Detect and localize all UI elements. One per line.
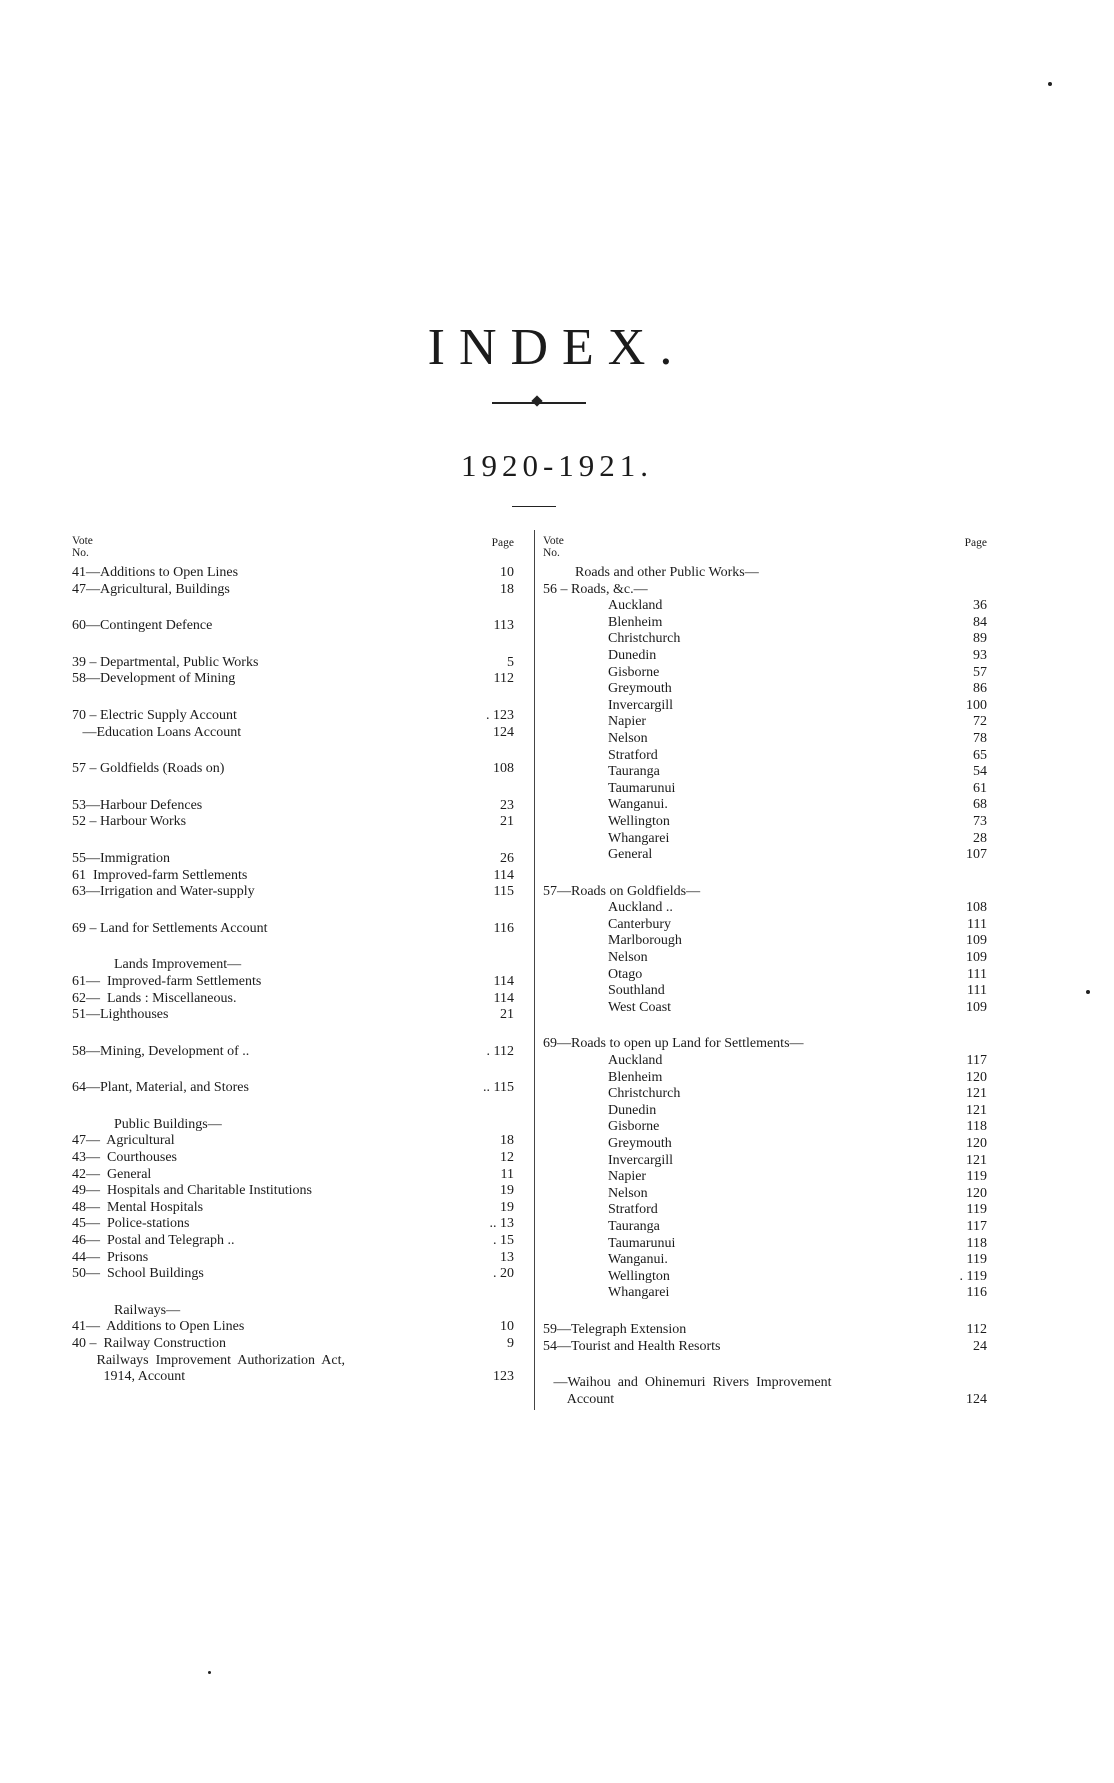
entry-title: Dunedin bbox=[608, 1102, 657, 1118]
entry-spacer bbox=[72, 1283, 514, 1303]
entry-title: Christchurch bbox=[608, 1086, 681, 1102]
entry-title: 60—Contingent Defence bbox=[72, 618, 213, 634]
entry-title: 63—Irrigation and Water-supply bbox=[72, 884, 255, 900]
entry-title: Tauranga bbox=[608, 1218, 660, 1234]
entry-spacer bbox=[543, 1302, 987, 1322]
index-entry bbox=[72, 1250, 514, 1267]
index-entry bbox=[72, 1133, 514, 1150]
entry-spacer bbox=[72, 937, 514, 957]
index-entry bbox=[72, 1167, 514, 1184]
entry-page-number: 10 bbox=[500, 1319, 514, 1335]
entry-page-number: 112 bbox=[493, 671, 514, 687]
entry-title: Railways Improvement Authorization Act, bbox=[72, 1352, 345, 1368]
entry-title: —Waihou and Ohinemuri Rivers Improvement bbox=[543, 1375, 832, 1391]
index-entry bbox=[543, 1136, 987, 1153]
entry-page-number: 108 bbox=[966, 900, 987, 916]
index-entry bbox=[72, 708, 514, 725]
index-entry bbox=[543, 1053, 987, 1070]
index-entry bbox=[543, 1392, 987, 1409]
index-entry bbox=[72, 761, 514, 778]
index-entry bbox=[543, 831, 987, 848]
entry-title: —Education Loans Account bbox=[72, 724, 242, 740]
entry-page-number: . 112 bbox=[486, 1043, 514, 1059]
entry-title: 47—Agricultural, Buildings bbox=[72, 581, 230, 597]
entry-page-number: 100 bbox=[966, 697, 987, 713]
index-entry bbox=[543, 1339, 987, 1356]
entry-page-number: 111 bbox=[967, 916, 987, 932]
index-entry bbox=[543, 764, 987, 781]
column-divider bbox=[534, 530, 535, 1410]
entry-title: Whangarei bbox=[608, 830, 670, 846]
right-column-header bbox=[543, 535, 987, 565]
index-entry bbox=[72, 1007, 514, 1024]
entry-page-number: 54 bbox=[973, 764, 987, 780]
index-entry bbox=[72, 1216, 514, 1233]
entry-page-number: 36 bbox=[973, 598, 987, 614]
vote-label: Vote bbox=[543, 535, 564, 547]
entry-page-number: 93 bbox=[973, 647, 987, 663]
entry-page-number: 120 bbox=[966, 1136, 987, 1151]
entry-title: 49— Hospitals and Charitable Institutions bbox=[72, 1183, 312, 1199]
entry-page-number: 5 bbox=[507, 654, 514, 670]
index-entry bbox=[543, 648, 987, 665]
index-title: INDEX. bbox=[427, 319, 687, 376]
entry-title: 41—Additions to Open Lines bbox=[72, 565, 239, 580]
entry-title: Nelson bbox=[608, 1185, 648, 1201]
entry-title: Auckland bbox=[608, 598, 663, 614]
index-entry bbox=[543, 582, 987, 599]
entry-title: 51—Lighthouses bbox=[72, 1007, 169, 1023]
entry-title: Greymouth bbox=[608, 681, 672, 697]
index-entry bbox=[72, 921, 514, 938]
entry-title: Invercargill bbox=[608, 1152, 674, 1168]
entry-title: 70 – Electric Supply Account bbox=[72, 707, 237, 723]
entry-page-number: 57 bbox=[973, 664, 987, 680]
entry-spacer bbox=[543, 864, 987, 884]
entry-spacer bbox=[72, 1060, 514, 1080]
entry-spacer bbox=[72, 778, 514, 798]
index-entry bbox=[543, 698, 987, 715]
right-index-entries bbox=[543, 565, 987, 1408]
left-column bbox=[72, 535, 514, 1386]
index-entry bbox=[543, 665, 987, 682]
index-entry bbox=[543, 1070, 987, 1087]
index-entry bbox=[543, 950, 987, 967]
entry-title: Auckland .. bbox=[608, 900, 673, 916]
index-entry bbox=[72, 565, 514, 582]
entry-title: Wellington bbox=[608, 1268, 670, 1284]
entry-title: Marlborough bbox=[608, 933, 682, 949]
entry-page-number: 114 bbox=[493, 867, 514, 883]
entry-spacer bbox=[543, 1016, 987, 1036]
entry-title: Otago bbox=[608, 966, 643, 982]
year-heading: 1920-1921. bbox=[460, 448, 654, 483]
index-entry bbox=[543, 1375, 987, 1392]
entry-spacer bbox=[72, 635, 514, 655]
entry-title: 48— Mental Hospitals bbox=[72, 1199, 204, 1215]
entry-page-number: 107 bbox=[966, 847, 987, 863]
entry-title: Gisborne bbox=[608, 1119, 660, 1135]
entry-page-number: 109 bbox=[966, 999, 987, 1015]
entry-title: Wanganui. bbox=[608, 797, 668, 813]
entry-page-number: 23 bbox=[500, 797, 514, 813]
entry-title: 69—Roads to open up Land for Settlements— bbox=[543, 1036, 804, 1052]
entry-page-number: 112 bbox=[966, 1321, 987, 1337]
index-entry bbox=[543, 781, 987, 798]
entry-page-number: 9 bbox=[507, 1336, 514, 1351]
entry-title: General bbox=[608, 847, 653, 863]
entry-page-number: . 123 bbox=[486, 707, 514, 723]
entry-title: 55—Immigration bbox=[72, 850, 170, 866]
index-entry bbox=[72, 1200, 514, 1217]
entry-title: 64—Plant, Material, and Stores bbox=[72, 1080, 249, 1096]
entry-page-number: 115 bbox=[493, 884, 514, 900]
entry-title: Southland bbox=[608, 983, 665, 999]
entry-title: Invercargill bbox=[608, 697, 674, 713]
entry-page-number: 21 bbox=[500, 814, 514, 830]
entry-title: 58—Mining, Development of .. bbox=[72, 1043, 250, 1059]
entry-spacer bbox=[72, 1024, 514, 1044]
entry-title: 1914, Account bbox=[72, 1369, 186, 1385]
entry-title: 59—Telegraph Extension bbox=[543, 1321, 687, 1337]
entry-title: 40 – Railway Construction bbox=[72, 1336, 226, 1351]
entry-page-number: 124 bbox=[966, 1391, 987, 1407]
entry-page-number: 19 bbox=[500, 1183, 514, 1199]
entry-title: Napier bbox=[608, 1169, 647, 1185]
index-entry bbox=[543, 631, 987, 648]
index-entry bbox=[72, 868, 514, 885]
entry-page-number: 119 bbox=[966, 1202, 987, 1218]
entry-page-number: 119 bbox=[966, 1169, 987, 1185]
index-entry bbox=[543, 748, 987, 765]
index-entry bbox=[543, 1202, 987, 1219]
entry-title: 43— Courthouses bbox=[72, 1150, 177, 1166]
entry-spacer bbox=[543, 1355, 987, 1375]
entry-page-number: 109 bbox=[966, 950, 987, 966]
entry-page-number: 73 bbox=[973, 813, 987, 829]
index-entry bbox=[543, 598, 987, 615]
entry-title: Gisborne bbox=[608, 664, 660, 680]
index-entry bbox=[543, 1269, 987, 1286]
entry-title: 53—Harbour Defences bbox=[72, 797, 203, 813]
entry-page-number: 10 bbox=[500, 565, 514, 580]
entry-page-number: 116 bbox=[966, 1285, 987, 1301]
entry-page-number: 18 bbox=[500, 581, 514, 597]
entry-page-number: 118 bbox=[966, 1235, 987, 1251]
index-entry bbox=[72, 814, 514, 831]
index-entry bbox=[543, 1103, 987, 1120]
index-entry bbox=[72, 725, 514, 742]
entry-spacer bbox=[72, 741, 514, 761]
index-entry bbox=[543, 917, 987, 934]
index-entry bbox=[543, 615, 987, 632]
entry-page-number: 86 bbox=[973, 681, 987, 697]
entry-page-number: 28 bbox=[973, 830, 987, 846]
entry-title: Blenheim bbox=[608, 614, 663, 630]
index-entry bbox=[543, 900, 987, 917]
entry-title: 57—Roads on Goldfields— bbox=[543, 883, 701, 899]
entry-title: Greymouth bbox=[608, 1136, 672, 1151]
entry-page-number: 13 bbox=[500, 1249, 514, 1265]
index-entry bbox=[543, 1285, 987, 1302]
speck-mark bbox=[1086, 990, 1090, 994]
entry-page-number: 118 bbox=[966, 1119, 987, 1135]
entry-page-number: 89 bbox=[973, 631, 987, 647]
index-entry bbox=[543, 967, 987, 984]
entry-title: Blenheim bbox=[608, 1069, 663, 1085]
vote-label: Vote bbox=[72, 535, 93, 547]
year-rule bbox=[512, 506, 556, 507]
entry-page-number: 68 bbox=[973, 797, 987, 813]
entry-page-number: 121 bbox=[966, 1086, 987, 1102]
entry-title: 62— Lands : Miscellaneous. bbox=[72, 990, 237, 1006]
index-entry bbox=[72, 1117, 514, 1134]
entry-title: 45— Police-stations bbox=[72, 1216, 190, 1232]
entry-page-number: . 20 bbox=[493, 1266, 514, 1282]
entry-page-number: 78 bbox=[973, 730, 987, 746]
entry-page-number: 114 bbox=[493, 973, 514, 989]
index-entry bbox=[72, 1266, 514, 1283]
entry-title: Public Buildings— bbox=[114, 1116, 222, 1132]
entry-title: 56 – Roads, &c.— bbox=[543, 581, 648, 597]
index-entry bbox=[543, 565, 987, 582]
index-entry bbox=[543, 714, 987, 731]
entry-page-number: 124 bbox=[493, 724, 514, 740]
index-entry bbox=[72, 991, 514, 1008]
entry-page-number: 18 bbox=[500, 1133, 514, 1149]
index-entry bbox=[543, 847, 987, 864]
entry-page-number: 61 bbox=[973, 780, 987, 796]
index-entry bbox=[543, 1119, 987, 1136]
no-label: No. bbox=[72, 547, 89, 559]
entry-title: Tauranga bbox=[608, 764, 660, 780]
entry-page-number: 111 bbox=[967, 983, 987, 999]
entry-title: 50— School Buildings bbox=[72, 1266, 204, 1282]
entry-spacer bbox=[72, 598, 514, 618]
speck-mark bbox=[208, 1671, 211, 1674]
index-entry bbox=[543, 1000, 987, 1017]
entry-title: Nelson bbox=[608, 730, 648, 746]
entry-page-number: 120 bbox=[966, 1185, 987, 1201]
entry-title: Christchurch bbox=[608, 631, 681, 647]
entry-page-number: 11 bbox=[500, 1166, 514, 1182]
right-column bbox=[543, 535, 987, 1408]
entry-page-number: 123 bbox=[493, 1369, 514, 1385]
entry-page-number: . 15 bbox=[493, 1233, 514, 1249]
entry-title: 44— Prisons bbox=[72, 1249, 149, 1265]
entry-page-number: 121 bbox=[966, 1102, 987, 1118]
entry-title: Napier bbox=[608, 714, 647, 730]
index-entry bbox=[72, 1303, 514, 1320]
entry-page-number: 19 bbox=[500, 1199, 514, 1215]
index-entry bbox=[72, 1080, 514, 1097]
entry-page-number: 117 bbox=[966, 1218, 987, 1234]
index-entry bbox=[543, 1236, 987, 1253]
index-entry bbox=[72, 974, 514, 991]
index-entry bbox=[72, 851, 514, 868]
left-index-entries bbox=[72, 565, 514, 1386]
entry-title: Account bbox=[543, 1391, 615, 1407]
entry-title: 41— Additions to Open Lines bbox=[72, 1319, 245, 1335]
left-column-header bbox=[72, 535, 514, 565]
index-entry bbox=[72, 618, 514, 635]
index-entry bbox=[72, 1369, 514, 1386]
entry-page-number: .. 115 bbox=[483, 1080, 514, 1096]
entry-title: Railways— bbox=[114, 1302, 181, 1318]
entry-title: 61— Improved-farm Settlements bbox=[72, 973, 262, 989]
index-entry bbox=[72, 1183, 514, 1200]
no-label: No. bbox=[543, 547, 560, 559]
index-entry bbox=[543, 814, 987, 831]
index-entry bbox=[543, 1169, 987, 1186]
entry-title: Stratford bbox=[608, 1202, 658, 1218]
index-entry bbox=[543, 1186, 987, 1203]
entry-title: Lands Improvement— bbox=[114, 957, 242, 973]
index-entry bbox=[72, 655, 514, 672]
entry-page-number: 117 bbox=[966, 1053, 987, 1069]
entry-title: 39 – Departmental, Public Works bbox=[72, 654, 259, 670]
index-entry bbox=[543, 1219, 987, 1236]
entry-spacer bbox=[72, 1097, 514, 1117]
entry-page-number: 26 bbox=[500, 850, 514, 866]
index-entry bbox=[72, 1150, 514, 1167]
entry-page-number: 12 bbox=[500, 1150, 514, 1166]
entry-page-number: 109 bbox=[966, 933, 987, 949]
entry-title: 54—Tourist and Health Resorts bbox=[543, 1338, 721, 1354]
index-entry bbox=[543, 1252, 987, 1269]
index-entry bbox=[72, 582, 514, 599]
index-entry bbox=[543, 1036, 987, 1053]
entry-page-number: 114 bbox=[493, 990, 514, 1006]
entry-title: Stratford bbox=[608, 747, 658, 763]
entry-page-number: . 119 bbox=[959, 1268, 987, 1284]
entry-title: 69 – Land for Settlements Account bbox=[72, 920, 268, 936]
entry-page-number: 72 bbox=[973, 714, 987, 730]
index-entry bbox=[543, 933, 987, 950]
entry-title: Taumarunui bbox=[608, 1235, 676, 1251]
entry-title: Dunedin bbox=[608, 647, 657, 663]
index-entry bbox=[543, 983, 987, 1000]
index-entry bbox=[72, 1233, 514, 1250]
entry-title: Roads and other Public Works— bbox=[575, 565, 759, 580]
index-entry bbox=[72, 1336, 514, 1353]
entry-page-number: 24 bbox=[973, 1338, 987, 1354]
entry-title: Taumarunui bbox=[608, 780, 676, 796]
entry-page-number: 119 bbox=[966, 1252, 987, 1268]
entry-title: 42— General bbox=[72, 1166, 152, 1182]
entry-spacer bbox=[72, 688, 514, 708]
entry-page-number: 108 bbox=[493, 761, 514, 777]
entry-title: 57 – Goldfields (Roads on) bbox=[72, 761, 225, 777]
index-entry bbox=[543, 1153, 987, 1170]
entry-page-number: 113 bbox=[493, 618, 514, 634]
index-entry bbox=[72, 671, 514, 688]
entry-title: Nelson bbox=[608, 950, 648, 966]
speck-mark bbox=[1048, 82, 1052, 86]
entry-page-number: 21 bbox=[500, 1007, 514, 1023]
entry-spacer bbox=[72, 831, 514, 851]
index-entry bbox=[543, 1086, 987, 1103]
index-entry bbox=[543, 731, 987, 748]
entry-title: Auckland bbox=[608, 1053, 663, 1069]
entry-page-number: .. 13 bbox=[489, 1216, 514, 1232]
entry-page-number: 65 bbox=[973, 747, 987, 763]
entry-page-number: 121 bbox=[966, 1152, 987, 1168]
index-entry bbox=[72, 884, 514, 901]
entry-title: Wanganui. bbox=[608, 1252, 668, 1268]
index-entry bbox=[543, 1322, 987, 1339]
index-entry bbox=[72, 798, 514, 815]
index-entry bbox=[543, 681, 987, 698]
index-entry bbox=[72, 1044, 514, 1061]
index-entry bbox=[543, 797, 987, 814]
entry-title: 46— Postal and Telegraph .. bbox=[72, 1233, 235, 1249]
entry-title: Canterbury bbox=[608, 916, 671, 932]
entry-page-number: 116 bbox=[493, 920, 514, 936]
entry-title: 52 – Harbour Works bbox=[72, 814, 187, 830]
entry-title: 61 Improved-farm Settlements bbox=[72, 867, 248, 883]
entry-title: West Coast bbox=[608, 999, 672, 1015]
entry-page-number: 111 bbox=[967, 966, 987, 982]
index-entry bbox=[72, 1353, 514, 1370]
index-entry bbox=[72, 1319, 514, 1336]
index-entry bbox=[543, 884, 987, 901]
entry-title: 47— Agricultural bbox=[72, 1133, 175, 1149]
index-entry bbox=[72, 957, 514, 974]
entry-title: Wellington bbox=[608, 813, 670, 829]
page-label: Page bbox=[964, 537, 987, 549]
title-ornament-diamond bbox=[531, 395, 542, 406]
entry-title: Whangarei bbox=[608, 1285, 670, 1301]
page-label: Page bbox=[491, 537, 514, 549]
entry-page-number: 120 bbox=[966, 1069, 987, 1085]
entry-spacer bbox=[72, 901, 514, 921]
entry-page-number: 84 bbox=[973, 614, 987, 630]
entry-title: 58—Development of Mining bbox=[72, 671, 236, 687]
